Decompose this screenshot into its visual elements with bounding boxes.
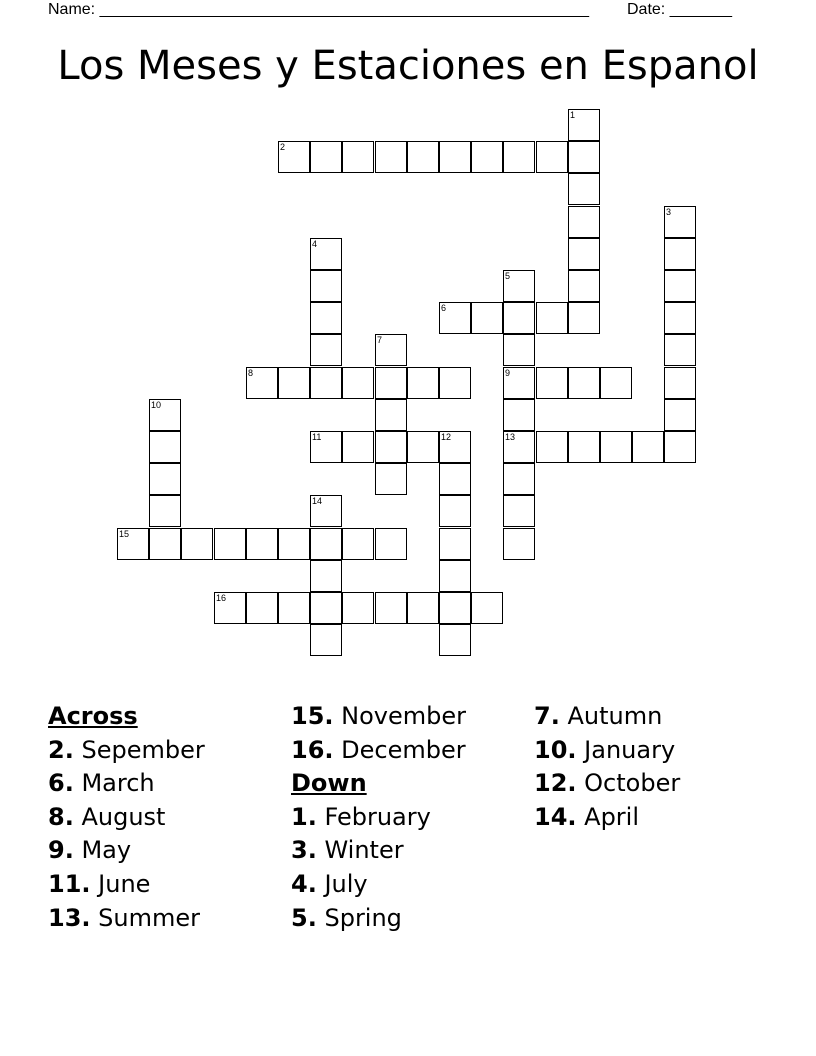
grid-cell[interactable] [503,367,535,399]
grid-cell[interactable] [439,592,471,624]
clue-text: April [584,802,640,831]
grid-cell[interactable] [407,367,439,399]
clue-number: 11. [48,869,91,898]
grid-cell[interactable] [278,592,310,624]
cell-number: 5 [505,271,511,281]
clue-number: 13. [48,903,91,932]
clue-number: 12. [534,769,577,798]
clue-text: November [341,702,467,730]
grid-cell[interactable] [568,431,600,463]
clue-text: Autumn [567,702,663,730]
grid-cell[interactable] [471,592,503,624]
clue-item [291,734,466,768]
clue-item [291,834,466,868]
cell-number: 4 [312,239,318,249]
grid-cell[interactable] [375,431,407,463]
grid-cell[interactable] [536,367,568,399]
clue-item [534,734,680,768]
grid-cell[interactable] [664,431,696,463]
grid-cell[interactable] [664,302,696,334]
clue-number: 2. [48,735,74,764]
clue-number: 5. [291,903,317,932]
clue-text: January [584,735,676,764]
grid-cell[interactable] [536,431,568,463]
clue-item [534,801,680,835]
grid-cell[interactable] [342,528,374,560]
grid-cell[interactable] [503,334,535,366]
grid-cell[interactable] [310,238,342,270]
grid-cell[interactable] [310,270,342,302]
grid-cell[interactable] [664,206,696,238]
grid-cell[interactable] [375,334,407,366]
grid-cell[interactable] [664,238,696,270]
grid-cell[interactable] [439,624,471,656]
grid-cell[interactable] [342,367,374,399]
clue-heading: Down [291,769,367,798]
grid-cell[interactable] [375,399,407,431]
grid-cell[interactable] [246,592,278,624]
grid-cell[interactable] [568,238,600,270]
clue-item [534,767,680,801]
grid-cell[interactable] [375,141,407,173]
grid-cell[interactable] [471,302,503,334]
clue-item [48,868,205,902]
grid-cell[interactable] [439,560,471,592]
grid-cell[interactable] [310,495,342,527]
cell-number: 14 [312,496,323,506]
page-title: Los Meses y Estaciones en Espanol [57,43,759,89]
clue-item [48,801,205,835]
grid-cell[interactable] [310,624,342,656]
grid-cell[interactable] [342,592,374,624]
clue-number: 7. [534,702,560,730]
grid-cell[interactable] [503,463,535,495]
clue-text: May [81,836,132,865]
grid-cell[interactable] [503,270,535,302]
grid-cell[interactable] [375,367,407,399]
clue-item [534,700,680,734]
grid-cell[interactable] [439,141,471,173]
name-field[interactable]: Name: _______________________________________________________ [48,1,589,18]
clue-number: 4. [291,869,317,898]
grid-cell[interactable] [568,367,600,399]
grid-cell[interactable] [568,173,600,205]
grid-cell[interactable] [632,431,664,463]
grid-cell[interactable] [568,141,600,173]
grid-cell[interactable] [503,431,535,463]
cell-number: 16 [216,593,227,603]
grid-cell[interactable] [310,560,342,592]
grid-cell[interactable] [246,367,278,399]
clue-item [291,700,466,734]
grid-cell[interactable] [214,528,246,560]
grid-cell[interactable] [439,495,471,527]
grid-cell[interactable] [407,592,439,624]
grid-cell[interactable] [439,463,471,495]
clue-text: August [81,802,166,831]
grid-cell[interactable] [278,367,310,399]
clue-text: Sepember [81,735,205,764]
clue-column-2 [291,700,466,935]
clue-text: June [98,869,151,898]
clue-text: Winter [324,836,404,865]
clue-number: 14. [534,802,577,831]
clue-text: February [324,802,431,831]
grid-cell[interactable] [439,431,471,463]
clue-item [48,734,205,768]
date-field[interactable]: Date: _______ [627,1,732,18]
clue-text: Spring [324,903,402,932]
grid-cell[interactable] [664,334,696,366]
cell-number: 6 [441,303,447,313]
grid-cell[interactable] [407,141,439,173]
grid-cell[interactable] [214,592,246,624]
grid-cell[interactable] [149,431,181,463]
grid-cell[interactable] [439,302,471,334]
clue-text: July [324,869,368,898]
grid-cell[interactable] [503,302,535,334]
grid-cell[interactable] [310,367,342,399]
grid-cell[interactable] [471,141,503,173]
clue-number: 16. [291,735,334,764]
clue-number: 1. [291,802,317,831]
grid-cell[interactable] [503,141,535,173]
grid-cell[interactable] [568,109,600,141]
cell-number: 15 [119,529,130,539]
clue-item [291,801,466,835]
grid-cell[interactable] [503,528,535,560]
grid-cell[interactable] [664,270,696,302]
grid-cell[interactable] [664,367,696,399]
grid-cell[interactable] [375,592,407,624]
grid-cell[interactable] [149,463,181,495]
clue-heading: Across [48,702,138,730]
clue-column-3 [534,700,680,834]
clue-number: 8. [48,802,74,831]
grid-cell[interactable] [181,528,213,560]
clue-number: 15. [291,702,334,730]
grid-cell[interactable] [149,495,181,527]
clue-number: 10. [534,735,577,764]
cell-number: 10 [151,400,162,410]
grid-cell[interactable] [246,528,278,560]
grid-cell[interactable] [407,431,439,463]
grid-cell[interactable] [375,528,407,560]
clue-number: 9. [48,836,74,865]
cell-number: 7 [377,335,383,345]
grid-cell[interactable] [342,141,374,173]
grid-cell[interactable] [310,302,342,334]
grid-cell[interactable] [310,141,342,173]
cell-number: 1 [570,110,576,120]
grid-cell[interactable] [278,528,310,560]
clue-number: 3. [291,836,317,865]
clue-column-1 [48,700,205,935]
grid-cell[interactable] [568,270,600,302]
grid-cell[interactable] [600,431,632,463]
clue-text: March [81,769,155,798]
grid-cell[interactable] [149,528,181,560]
grid-cell[interactable] [568,206,600,238]
clue-text: Summer [98,903,200,932]
grid-cell[interactable] [536,302,568,334]
cell-number: 11 [312,432,322,442]
grid-cell[interactable] [278,141,310,173]
cell-number: 2 [280,142,286,152]
clue-item [48,767,205,801]
grid-cell[interactable] [310,334,342,366]
clue-item [48,902,205,936]
grid-cell[interactable] [439,367,471,399]
grid-cell[interactable] [375,463,407,495]
clue-item [48,834,205,868]
grid-cell[interactable] [536,141,568,173]
clue-item [291,868,466,902]
grid-cell[interactable] [310,431,342,463]
clue-number: 6. [48,769,74,798]
grid-cell[interactable] [503,495,535,527]
grid-cell[interactable] [342,431,374,463]
grid-cell[interactable] [310,592,342,624]
clue-list [0,700,816,1000]
grid-cell[interactable] [117,528,149,560]
grid-cell[interactable] [664,399,696,431]
cell-number: 8 [248,368,254,378]
grid-cell[interactable] [149,399,181,431]
cell-number: 13 [505,432,516,442]
grid-cell[interactable] [310,528,342,560]
grid-cell[interactable] [600,367,632,399]
clue-item [291,902,466,936]
cell-number: 3 [666,207,672,217]
clue-text: October [584,769,681,798]
grid-cell[interactable] [439,528,471,560]
grid-cell[interactable] [568,302,600,334]
grid-cell[interactable] [503,399,535,431]
cell-number: 9 [505,368,511,378]
clue-text: December [341,735,466,764]
cell-number: 12 [441,432,452,442]
